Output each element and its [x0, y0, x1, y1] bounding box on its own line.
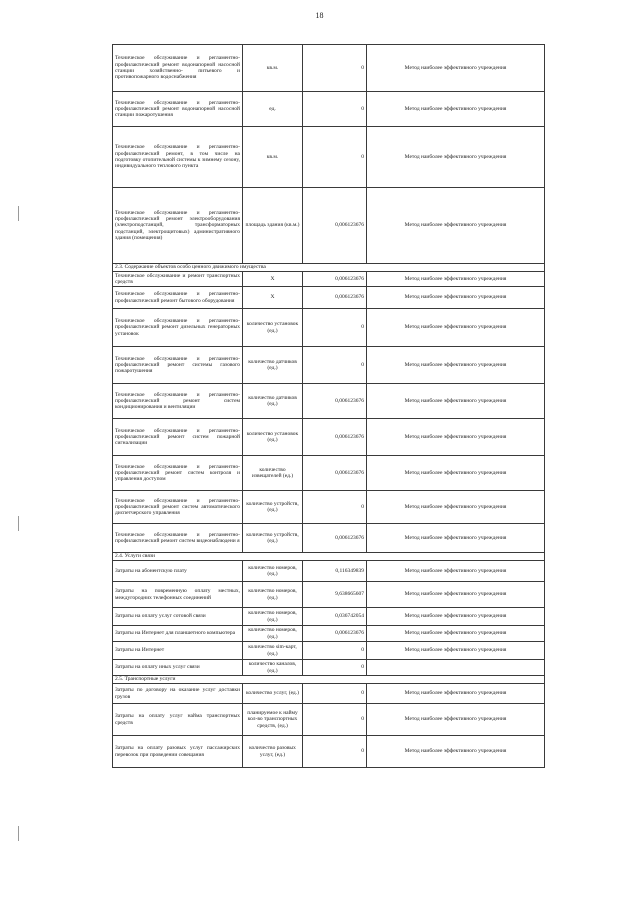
table-row: [113, 684, 545, 704]
cost-item-method: Метод наиболее эффективного учреждения: [367, 684, 545, 704]
cost-item-value: 0: [303, 704, 367, 736]
cost-item-method: Метод наиболее эффективного учреждения: [367, 419, 545, 456]
table-row: [113, 491, 545, 524]
cost-item-method: Метод наиболее эффективного учреждения: [367, 92, 545, 127]
table-row: [113, 127, 545, 188]
cost-item-unit: количество устройств, (ед.): [243, 524, 303, 553]
cost-item-name: Техническое обслуживание и регламентно- профилактический ремонт бытового оборудования: [113, 287, 243, 309]
cost-item-method: Метод наиболее эффективного учреждения: [367, 582, 545, 608]
cost-item-unit: количество установок (ед.): [243, 419, 303, 456]
cost-item-name: Затраты на Интернет: [113, 642, 243, 660]
cost-item-name: Техническое обслуживание и регламентно- профилактический ремонт систем пожарной сигнализации: [113, 419, 243, 456]
cost-item-unit: X: [243, 272, 303, 287]
cost-item-unit: ед.: [243, 92, 303, 127]
cost-item-value: 0,006123676: [303, 456, 367, 491]
table-row: [113, 561, 545, 582]
cost-item-method: Метод наиболее эффективного учреждения: [367, 272, 545, 287]
table-row: [113, 704, 545, 736]
table-row: [113, 582, 545, 608]
section-row: [113, 553, 545, 561]
cost-item-name: Затраты на абонентскую плату: [113, 561, 243, 582]
cost-item-value: 0,006123676: [303, 524, 367, 553]
table-row: [113, 419, 545, 456]
cost-item-unit: площадь здания (кв.м.): [243, 188, 303, 264]
cost-item-method: Метод наиболее эффективного учреждения: [367, 287, 545, 309]
cost-item-name: Затраты на оплату разовых услуг пассажирских перевозок при проведении совещания: [113, 736, 243, 768]
cost-item-value: 0: [303, 642, 367, 660]
cost-item-value: 0: [303, 45, 367, 92]
table-row: [113, 188, 545, 264]
cost-item-name: Затраты на Интернет для планшетного компьютера: [113, 626, 243, 642]
cost-item-value: 0: [303, 736, 367, 768]
table-row: [113, 736, 545, 768]
cost-item-unit: кв.м.: [243, 127, 303, 188]
cost-item-method: Метод наиболее эффективного учреждения: [367, 491, 545, 524]
cost-item-unit: количество разовых услуг, (ед.): [243, 736, 303, 768]
cost-item-value: 0,006123676: [303, 419, 367, 456]
table-row: [113, 347, 545, 384]
cost-item-method: Метод наиболее эффективного учреждения: [367, 608, 545, 626]
cost-item-name: Техническое обслуживание и регламентно- профилактический ремонт систем кондиционирования и вентиляции: [113, 384, 243, 419]
table-row: [113, 309, 545, 347]
table-row: [113, 524, 545, 553]
cost-item-method: Метод наиболее эффективного учреждения: [367, 384, 545, 419]
cost-item-unit: количество устройств, (ед.): [243, 491, 303, 524]
cost-item-value: 0: [303, 92, 367, 127]
section-row: [113, 676, 545, 684]
cost-item-name: Техническое обслуживание и регламентно- профилактический ремонт систем контроля и управления доступом: [113, 456, 243, 491]
cost-item-name: Затраты на оплату услуг найма транспортных средств: [113, 704, 243, 736]
section-title: 2.5. Транспортные услуги: [113, 676, 545, 684]
cost-item-unit: количество датчиков (ед.): [243, 347, 303, 384]
page-margin-mark: [18, 516, 19, 531]
cost-item-value: 0,036742054: [303, 608, 367, 626]
cost-item-method: Метод наиболее эффективного учреждения: [367, 456, 545, 491]
cost-item-unit: количество каналов, (ед.): [243, 660, 303, 676]
cost-item-value: 0: [303, 684, 367, 704]
cost-item-name: Затраты на оплату услуг сотовой связи: [113, 608, 243, 626]
cost-item-unit: количество датчиков (ед.): [243, 384, 303, 419]
cost-item-value: 0,006123676: [303, 272, 367, 287]
table-row: [113, 272, 545, 287]
cost-item-method: Метод наиболее эффективного учреждения: [367, 626, 545, 642]
cost-item-name: Техническое обслуживание и регламентно- профилактический ремонт электрооборудования (электроподстанций, трансформаторных подстанций, электрощитовых) административного здания (помещения): [113, 188, 243, 264]
cost-item-unit: количество номеров, (ед.): [243, 561, 303, 582]
section-title: 2.4. Услуги связи: [113, 553, 545, 561]
cost-item-name: Техническое обслуживание и ремонт транспортных средств: [113, 272, 243, 287]
table-row: [113, 287, 545, 309]
cost-item-value: 9,638665607: [303, 582, 367, 608]
cost-item-value: 0: [303, 127, 367, 188]
cost-norms-table: [112, 44, 545, 768]
cost-item-method: [367, 660, 545, 676]
cost-item-value: 0: [303, 660, 367, 676]
cost-item-name: Затраты на повременную оплату местных, междугородних телефонных соединений: [113, 582, 243, 608]
cost-item-value: 0: [303, 309, 367, 347]
cost-item-method: Метод наиболее эффективного учреждения: [367, 561, 545, 582]
cost-item-name: Техническое обслуживание и регламентно- профилактический ремонт системы газового пожаротушения: [113, 347, 243, 384]
cost-item-name: Техническое обслуживание и регламентно- профилактический ремонт водонапорной насосной станции хозяйственно- питьевого и противопожарного водоснабжения: [113, 45, 243, 92]
cost-item-name: Техническое обслуживание и регламентно- профилактический ремонт систем видеонаблюдени я: [113, 524, 243, 553]
cost-item-unit: кв.м.: [243, 45, 303, 92]
cost-item-value: 0: [303, 491, 367, 524]
table-row: [113, 660, 545, 676]
table-row: [113, 456, 545, 491]
cost-item-method: Метод наиболее эффективного учреждения: [367, 347, 545, 384]
cost-item-method: Метод наиболее эффективного учреждения: [367, 309, 545, 347]
cost-item-unit: количество номеров, (ед.): [243, 582, 303, 608]
cost-item-method: Метод наиболее эффективного учреждения: [367, 127, 545, 188]
cost-item-name: Затраты на оплату иных услуг связи: [113, 660, 243, 676]
cost-item-method: Метод наиболее эффективного учреждения: [367, 524, 545, 553]
table-row: [113, 626, 545, 642]
cost-item-unit: количество установок (ед.): [243, 309, 303, 347]
table-row: [113, 384, 545, 419]
cost-item-value: 0,006123676: [303, 287, 367, 309]
cost-item-unit: количество номеров, (ед.): [243, 608, 303, 626]
cost-item-name: Техническое обслуживание и регламентно- профилактический ремонт, в том числе на подготовку отопительной системы к зимнему сезону, индивидуального теплового пункта: [113, 127, 243, 188]
table-row: [113, 45, 545, 92]
section-row: [113, 264, 545, 272]
cost-item-unit: количество извещателей (ед.): [243, 456, 303, 491]
table-row: [113, 608, 545, 626]
cost-item-value: 0: [303, 347, 367, 384]
cost-item-name: Техническое обслуживание и регламентно- профилактический ремонт водонапорной насосной станции пожаротушения: [113, 92, 243, 127]
page-margin-mark: [18, 206, 19, 221]
cost-item-value: 0,006123676: [303, 626, 367, 642]
cost-item-value: 0,116349839: [303, 561, 367, 582]
table-row: [113, 642, 545, 660]
cost-item-method: Метод наиболее эффективного учреждения: [367, 704, 545, 736]
cost-item-method: Метод наиболее эффективного учреждения: [367, 736, 545, 768]
cost-item-unit: количество sim-карт, (ед.): [243, 642, 303, 660]
cost-item-name: Затраты по договору на оказание услуг доставки грузов: [113, 684, 243, 704]
cost-item-name: Техническое обслуживание и регламентно- профилактический ремонт систем автоматического диспетчерского управления: [113, 491, 243, 524]
cost-item-value: 0,006123676: [303, 384, 367, 419]
cost-item-method: Метод наиболее эффективного учреждения: [367, 188, 545, 264]
table-row: [113, 92, 545, 127]
page-number: 18: [315, 11, 324, 20]
cost-item-unit: количество номеров, (ед.): [243, 626, 303, 642]
cost-item-unit: планируемое к найму кол-во транспортных средств, (ед.): [243, 704, 303, 736]
section-title: 2.3. Содержание объектов особо ценного движимого имущества: [113, 264, 545, 272]
cost-item-method: Метод наиболее эффективного учреждения: [367, 45, 545, 92]
cost-item-name: Техническое обслуживание и регламентно- профилактический ремонт дизельных генераторных установок: [113, 309, 243, 347]
cost-item-unit: количество услуг, (ед.): [243, 684, 303, 704]
cost-item-method: Метод наиболее эффективного учреждения: [367, 642, 545, 660]
page-margin-mark: [18, 826, 19, 841]
cost-item-value: 0,006123676: [303, 188, 367, 264]
cost-item-unit: X: [243, 287, 303, 309]
